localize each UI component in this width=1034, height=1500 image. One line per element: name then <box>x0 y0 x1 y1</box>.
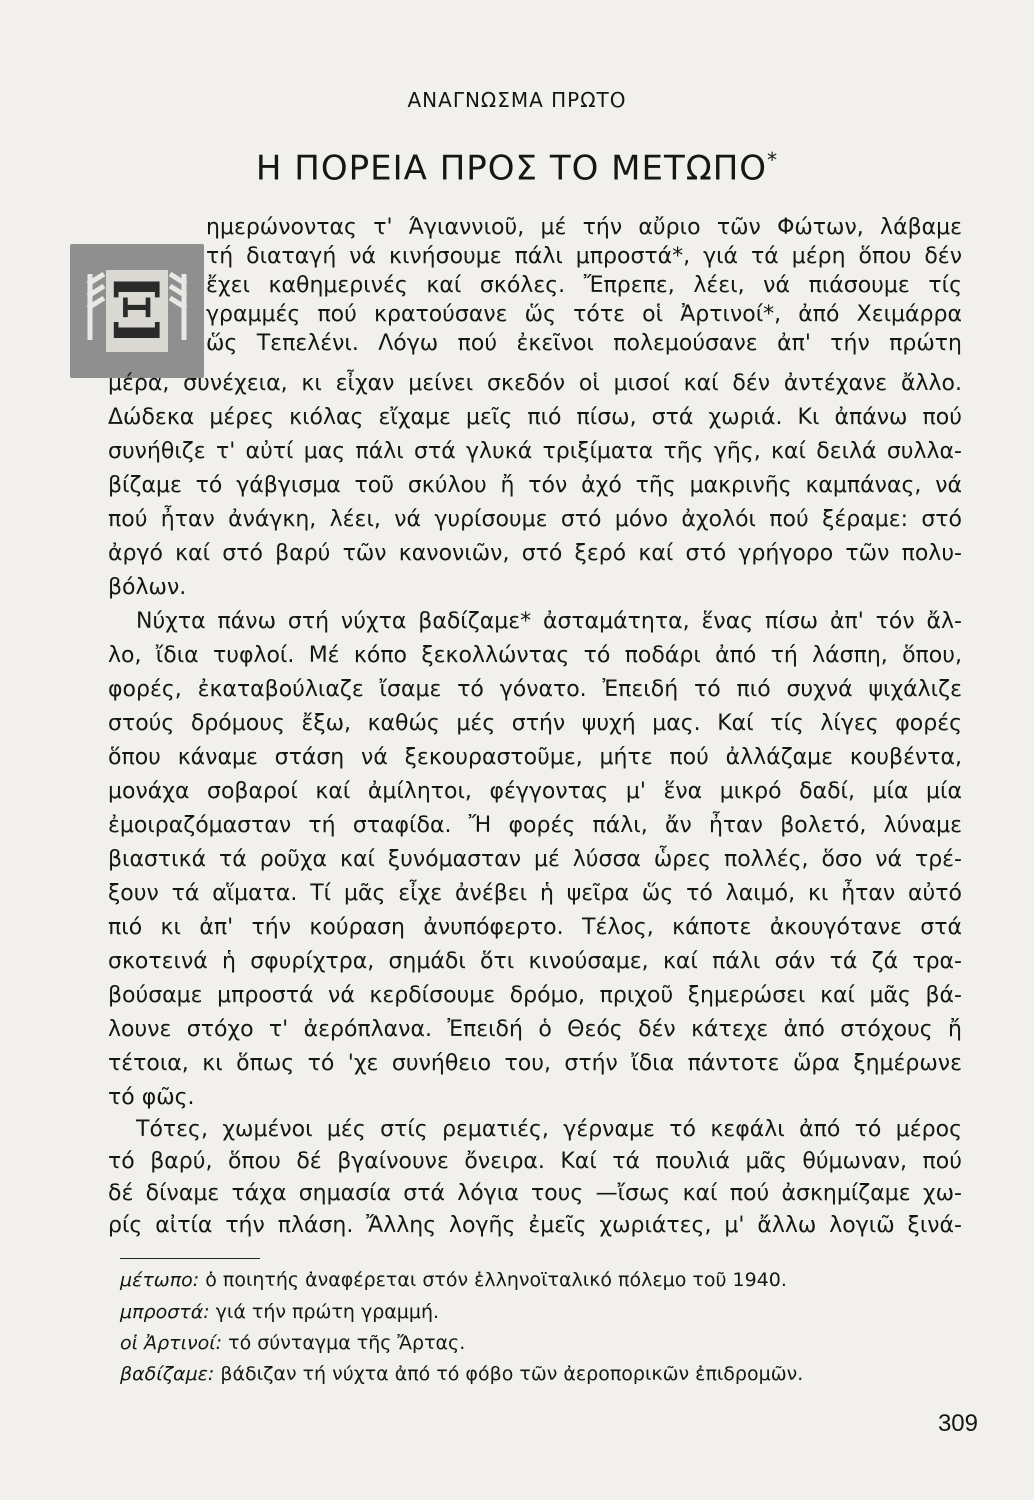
body-line: βιαστικά τά ροῦχα καί ξυνόμασταν μέ λύσσα ὧρες πολλές, ὅσο νά τρέ- <box>108 847 962 872</box>
body-line: πού ἦταν ἀνάγκη, λέει, νά γυρίσουμε στό μόνο ἀχολόι πού ξέραμε: στό <box>108 507 962 532</box>
body-line: πιό κι ἀπ' τήν κούραση ἀνυπόφερτο. Τέλος, κάποτε ἀκουγότανε στά <box>108 915 962 940</box>
page-number: 309 <box>937 1410 978 1437</box>
body-line: λουνε στόχο τ' ἀερόπλανα. Ἐπειδή ὁ Θεός δέν κάτεχε ἀπό στόχους ἤ <box>108 1017 962 1042</box>
body-line: Δώδεκα μέρες κιόλας εἴχαμε μεῖς πιό πίσω, στά χωριά. Κι ἀπάνω πού <box>108 405 962 430</box>
body-line: τέτοια, κι ὅπως τό 'χε συνήθειο του, στήν ἴδια πάντοτε ὥρα ξημέρωνε <box>108 1051 962 1076</box>
body-line: ἐμοιραζόμασταν τή σταφίδα. Ἤ φορές πάλι, ἄν ἦταν βολετό, λύναμε <box>108 813 962 838</box>
body-line: μέρα, συνέχεια, κι εἶχαν μείνει σκεδόν οἱ μισοί καί δέν ἀντέχανε ἄλλο. <box>108 371 962 396</box>
footnote-text: βάδιζαν τή νύχτα ἀπό τό φόβο τῶν ἀεροπορικῶν ἐπιδρομῶν. <box>220 1363 804 1385</box>
body-line: ξουν τά αἵματα. Τί μᾶς εἶχε ἀνέβει ἡ ψεῖρα ὥς τό λαιμό, κι ἦταν αὐτό <box>108 881 962 906</box>
footnote <box>120 1300 439 1324</box>
body-line: τό βαρύ, ὅπου δέ βγαίνουνε ὄνειρα. Καί τά πουλιά μᾶς θύμωναν, πού <box>108 1149 962 1174</box>
title-footnote-mark: * <box>767 148 779 172</box>
body-line: ημερώνοντας τ' Άγιαννιοῦ, μέ τήν αὔριο τῶν Φώτων, λάβαμε <box>206 215 962 240</box>
footnote-divider <box>120 1258 260 1259</box>
body-line: Τότες, χωμένοι μές στίς ρεματιές, γέρναμε τό κεφάλι ἀπό τό μέρος <box>136 1117 962 1142</box>
body-line: συνήθιζε τ' αὐτί μας πάλι στά γλυκά τριξίματα τῆς γῆς, καί δειλά συλλα- <box>108 439 962 464</box>
body-line: τή διαταγή νά κινήσουμε πάλι μπροστά*, γιά τά μέρη ὅπου δέν <box>206 244 962 269</box>
footnote-term: βαδίζαμε: <box>120 1363 215 1385</box>
footnote-term: μέτωπο: <box>120 1269 200 1291</box>
body-line: Νύχτα πάνω στή νύχτα βαδίζαμε* ἀσταμάτητα, ἕνας πίσω ἀπ' τόν ἄλ- <box>136 609 962 634</box>
body-line: στούς δρόμους ἔξω, καθώς μές στήν ψυχή μας. Καί τίς λίγες φορές <box>108 711 962 736</box>
dropcap-letter: Ξ <box>109 266 165 357</box>
footnote-text: τό σύνταγμα τῆς Ἄρτας. <box>228 1332 466 1354</box>
body-line: μονάχα σοβαροί καί ἀμίλητοι, φέγγοντας μ' ἕνα μικρό δαδί, μία μία <box>108 779 962 804</box>
section-kicker: ΑΝΑΓΝΩΣΜΑ ΠΡΩΤΟ <box>407 88 627 112</box>
footnote-term: μπροστά: <box>120 1301 210 1323</box>
body-line: τό φῶς. <box>108 1085 195 1110</box>
footnote <box>120 1331 465 1355</box>
body-line: ὥς Τεπελένι. Λόγω πού ἐκεῖνοι πολεμούσανε ἀπ' τήν πρώτη <box>206 331 962 356</box>
body-line: βόλων. <box>108 575 187 600</box>
body-line: λο, ἴδια τυφλοί. Μέ κόπο ξεκολλώντας τό ποδάρι ἀπό τή λάσπη, ὅπου, <box>108 643 962 668</box>
title-text: Η ΠΟΡΕΙΑ ΠΡΟΣ ΤΟ ΜΕΤΩΠΟ <box>255 148 768 189</box>
body-line: βούσαμε μπροστά νά κερδίσουμε δρόμο, πριχοῦ ξημερώσει καί μᾶς βά- <box>108 983 962 1008</box>
body-line: βίζαμε τό γάβγισμα τοῦ σκύλου ἤ τόν ἀχό τῆς μακρινῆς καμπάνας, νά <box>108 473 962 498</box>
body-line: ἔχει καθημερινές καί σκόλες. Ἔπρεπε, λέει, νά πιάσουμε τίς <box>206 273 962 298</box>
body-line: δέ δίναμε τάχα σημασία στά λόγια τους —ἴσως καί πού ἀσκημίζαμε χω- <box>108 1181 962 1206</box>
footnote-text: γιά τήν πρώτη γραμμή. <box>215 1301 440 1323</box>
footnote-text: ὁ ποιητής ἀναφέρεται στόν ἑλληνοϊταλικό πόλεμο τοῦ 1940. <box>205 1269 787 1291</box>
body-line: γραμμές πού κρατούσανε ὥς τότε οἱ Ἀρτινοί*, ἀπό Χειμάρρα <box>206 302 962 327</box>
footnote <box>120 1268 787 1292</box>
body-line: ὅπου κάναμε στάση νά ξεκουραστοῦμε, μήτε πού ἀλλάζαμε κουβέντα, <box>108 745 962 770</box>
body-line: ρίς αἰτία τήν πλάση. Ἄλλης λογῆς ἐμεῖς χωριάτες, μ' ἄλλω λογιῶ ξινά- <box>108 1213 962 1238</box>
body-line: φορές, ἐκαταβούλιαζε ἴσαμε τό γόνατο. Ἐπειδή τό πιό συχνά ψιχάλιζε <box>108 677 962 702</box>
body-line: σκοτεινά ἡ σφυρίχτρα, σημάδι ὅτι κινούσαμε, καί πάλι σάν τά ζά τρα- <box>108 949 962 974</box>
footnote-term: οἱ Ἀρτινοί: <box>120 1332 223 1354</box>
footnote <box>120 1362 803 1386</box>
body-line: ἀργό καί στό βαρύ τῶν κανονιῶν, στό ξερό καί στό γρήγορο τῶν πολυ- <box>108 541 962 566</box>
ornamental-initial-icon <box>70 244 204 378</box>
page-title <box>0 148 1034 188</box>
